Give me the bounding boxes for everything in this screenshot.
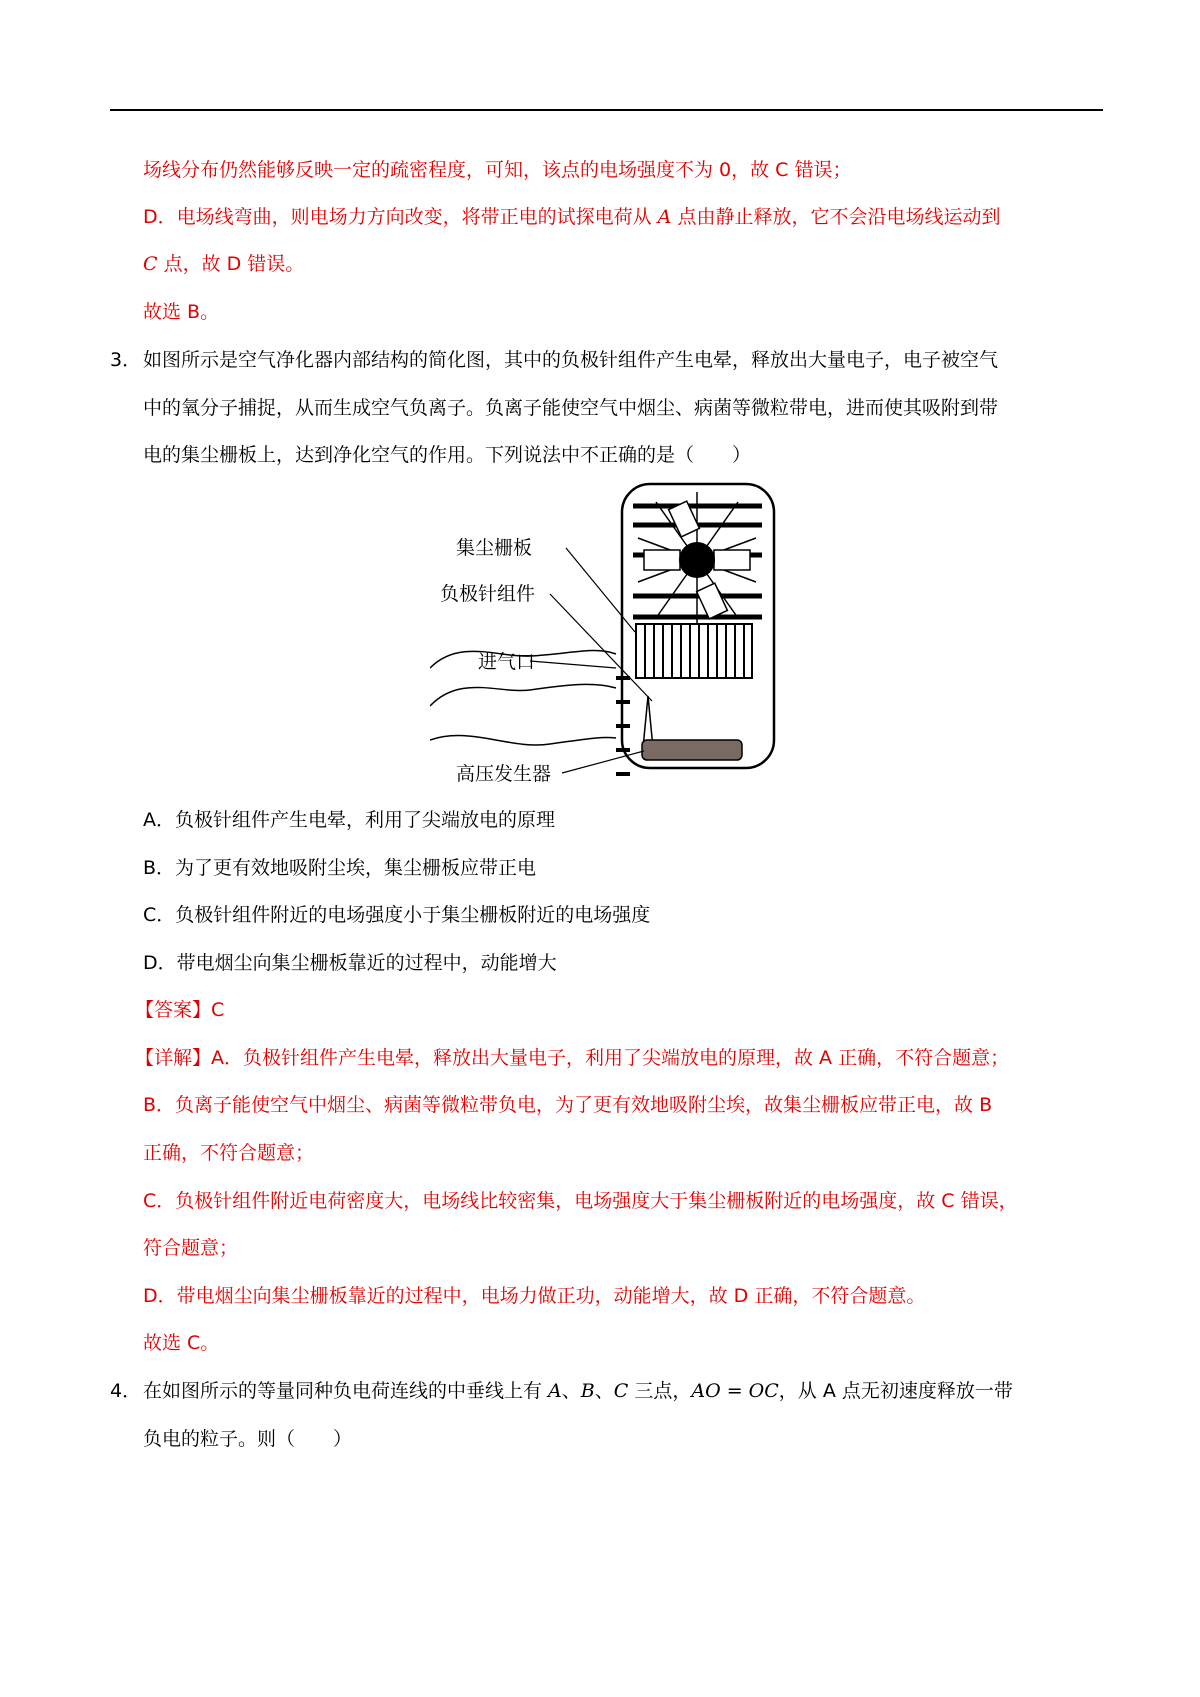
q3-answer: 【答案】C <box>135 999 225 1021</box>
air-purifier-diagram <box>430 478 790 800</box>
prev-explain-line-d: D．电场线弯曲，则电场力方向改变，将带正电的试探电荷从 A 点由静止释放，它不会沿电场线运动到 <box>143 206 1001 228</box>
prev-conclusion: 故选 B。 <box>143 301 220 323</box>
label-high-voltage-generator: 高压发生器 <box>456 763 552 785</box>
q3-stem-line-2: 中的氧分子捕捉，从而生成空气负离子。负离子能使空气中烟尘、病菌等微粒带电，进而使其吸附到带 <box>143 397 999 419</box>
dust-collecting-plate <box>636 624 752 678</box>
label-needle-assembly: 负极针组件 <box>440 583 536 605</box>
q4-stem-line-2: 负电的粒子。则（ ） <box>143 1428 353 1450</box>
q4-stem-line-1: 在如图所示的等量同种负电荷连线的中垂线上有 A、B、C 三点，AO = OC，从 A 点无初速度释放一带 <box>143 1380 1013 1402</box>
q3-option-b: B．为了更有效地吸附尘埃，集尘栅板应带正电 <box>143 857 537 879</box>
q3-stem-line-3: 电的集尘栅板上，达到净化空气的作用。下列说法中不正确的是（ ） <box>143 444 752 466</box>
high-voltage-generator <box>642 740 742 760</box>
header-rule <box>110 109 1103 111</box>
prev-explain-line-d-cont: C 点，故 D 错误。 <box>143 253 305 275</box>
q3-conclusion: 故选 C。 <box>143 1332 220 1354</box>
q3-option-d: D．带电烟尘向集尘栅板靠近的过程中，动能增大 <box>143 952 557 974</box>
q3-explain-line-4: C．负极针组件附近电荷密度大，电场线比较密集，电场强度大于集尘栅板附近的电场强度，故 C 错误， <box>143 1190 1018 1212</box>
q3-explain-line-6: D．带电烟尘向集尘栅板靠近的过程中，电场力做正功，动能增大，故 D 正确，不符合题意。 <box>143 1285 926 1307</box>
q3-explain-line-3: 正确，不符合题意； <box>143 1142 315 1164</box>
question-number-3: 3． <box>110 349 142 371</box>
q3-explain-line-5: 符合题意； <box>143 1237 239 1259</box>
q3-option-c: C．负极针组件附近的电场强度小于集尘栅板附近的电场强度 <box>143 904 651 926</box>
label-dust-plate: 集尘栅板 <box>456 537 533 559</box>
label-air-inlet: 进气口 <box>478 651 536 673</box>
prev-explain-line: 场线分布仍然能够反映一定的疏密程度，可知，该点的电场强度不为 0，故 C 错误； <box>143 159 852 181</box>
q3-explain-line-1: 【详解】A．负极针组件产生电晕，释放出大量电子，利用了尖端放电的原理，故 A 正确，不符合题意； <box>135 1047 1010 1069</box>
q3-explain-line-2: B．负离子能使空气中烟尘、病菌等微粒带负电，为了更有效地吸附尘埃，故集尘栅板应带正电，故 B <box>143 1094 993 1116</box>
q3-option-a: A．负极针组件产生电晕，利用了尖端放电的原理 <box>143 809 555 831</box>
question-number-4: 4． <box>110 1380 142 1402</box>
q3-stem-line-1: 如图所示是空气净化器内部结构的简化图，其中的负极针组件产生电晕，释放出大量电子，电子被空气 <box>143 349 999 371</box>
